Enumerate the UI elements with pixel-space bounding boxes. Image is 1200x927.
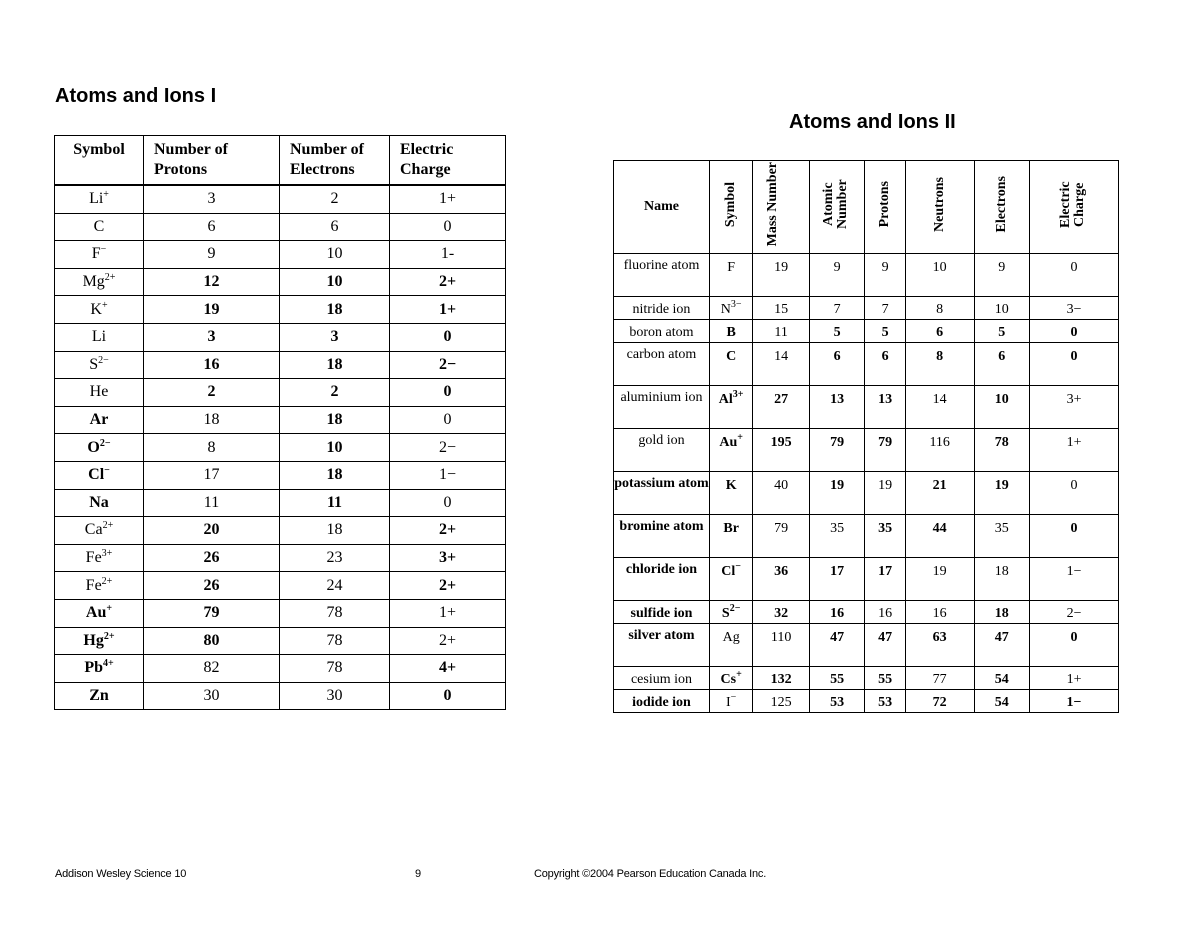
protons-cell: 8 bbox=[144, 434, 280, 462]
header-protons: Protons bbox=[865, 161, 905, 254]
name-cell: potassium atom bbox=[614, 472, 710, 515]
neutrons-cell: 10 bbox=[905, 254, 974, 297]
electrons-cell: 78 bbox=[974, 429, 1030, 472]
electrons-cell: 18 bbox=[280, 406, 390, 434]
electrons-cell: 6 bbox=[280, 213, 390, 241]
mass-cell: 19 bbox=[753, 254, 810, 297]
protons-cell: 3 bbox=[144, 323, 280, 351]
charge-cell: 0 bbox=[390, 406, 506, 434]
charge-cell: 0 bbox=[1030, 254, 1119, 297]
table-row bbox=[55, 185, 506, 213]
table-row bbox=[614, 558, 1119, 601]
mass-cell: 110 bbox=[753, 624, 810, 667]
charge-cell: 0 bbox=[390, 379, 506, 407]
name-cell: aluminium ion bbox=[614, 386, 710, 429]
mass-cell: 15 bbox=[753, 297, 810, 320]
name-cell: nitride ion bbox=[614, 297, 710, 320]
table-row bbox=[55, 599, 506, 627]
name-cell: boron atom bbox=[614, 320, 710, 343]
charge-cell: 1+ bbox=[390, 599, 506, 627]
electrons-cell: 54 bbox=[974, 667, 1030, 690]
protons-cell: 9 bbox=[865, 254, 905, 297]
protons-cell: 6 bbox=[865, 343, 905, 386]
header-symbol: Symbol bbox=[55, 136, 144, 186]
symbol-cell: K+ bbox=[55, 296, 144, 324]
header-name: Name bbox=[614, 161, 710, 254]
atomic-cell: 6 bbox=[809, 343, 865, 386]
neutrons-cell: 6 bbox=[905, 320, 974, 343]
electrons-cell: 10 bbox=[280, 268, 390, 296]
atomic-cell: 79 bbox=[809, 429, 865, 472]
footer-copyright: Copyright ©2004 Pearson Education Canada Inc. bbox=[534, 868, 767, 880]
neutrons-cell: 21 bbox=[905, 472, 974, 515]
mass-cell: 11 bbox=[753, 320, 810, 343]
symbol-cell: C bbox=[709, 343, 752, 386]
name-cell: iodide ion bbox=[614, 690, 710, 713]
electrons-cell: 18 bbox=[280, 517, 390, 545]
charge-cell: 1+ bbox=[390, 185, 506, 213]
name-cell: silver atom bbox=[614, 624, 710, 667]
protons-cell: 3 bbox=[144, 185, 280, 213]
electrons-cell: 23 bbox=[280, 544, 390, 572]
table-row bbox=[614, 343, 1119, 386]
atoms-ions-table-2 bbox=[613, 160, 1119, 713]
electrons-cell: 54 bbox=[974, 690, 1030, 713]
neutrons-cell: 116 bbox=[905, 429, 974, 472]
header-electric-charge: Electric Charge bbox=[1030, 161, 1119, 254]
electrons-cell: 11 bbox=[280, 489, 390, 517]
table-row bbox=[55, 296, 506, 324]
protons-cell: 11 bbox=[144, 489, 280, 517]
charge-cell: 3+ bbox=[390, 544, 506, 572]
protons-cell: 80 bbox=[144, 627, 280, 655]
protons-cell: 20 bbox=[144, 517, 280, 545]
charge-cell: 1− bbox=[1030, 690, 1119, 713]
symbol-cell: Au+ bbox=[709, 429, 752, 472]
table-row bbox=[55, 627, 506, 655]
neutrons-cell: 77 bbox=[905, 667, 974, 690]
charge-cell: 0 bbox=[390, 489, 506, 517]
electrons-cell: 10 bbox=[974, 386, 1030, 429]
table-row bbox=[614, 624, 1119, 667]
electrons-cell: 18 bbox=[280, 351, 390, 379]
symbol-cell: Au+ bbox=[55, 599, 144, 627]
protons-cell: 17 bbox=[144, 461, 280, 489]
electrons-cell: 2 bbox=[280, 185, 390, 213]
table-row bbox=[614, 690, 1119, 713]
charge-cell: 0 bbox=[390, 213, 506, 241]
symbol-cell: $N^{3-}$ bbox=[709, 297, 752, 320]
electrons-cell: 19 bbox=[974, 472, 1030, 515]
electrons-cell: 18 bbox=[280, 296, 390, 324]
table-row bbox=[55, 268, 506, 296]
table-row bbox=[614, 667, 1119, 690]
symbol-cell: Br bbox=[709, 515, 752, 558]
protons-cell: 19 bbox=[865, 472, 905, 515]
table-row bbox=[55, 241, 506, 269]
neutrons-cell: 8 bbox=[905, 343, 974, 386]
electrons-cell: 78 bbox=[280, 655, 390, 683]
symbol-cell: Ag bbox=[709, 624, 752, 667]
charge-cell: 2+ bbox=[390, 517, 506, 545]
table-row bbox=[55, 351, 506, 379]
name-cell: fluorine atom bbox=[614, 254, 710, 297]
table2-title: Atoms and Ions II bbox=[789, 111, 956, 133]
footer-publisher: Addison Wesley Science 10 bbox=[55, 868, 187, 880]
symbol-cell: $Hg^{2+}$ bbox=[55, 627, 144, 655]
table-row bbox=[55, 323, 506, 351]
symbol-cell: $Fe^{2+}$ bbox=[55, 572, 144, 600]
mass-cell: 125 bbox=[753, 690, 810, 713]
table-row bbox=[55, 489, 506, 517]
table-row bbox=[55, 213, 506, 241]
table-row bbox=[55, 655, 506, 683]
table-row bbox=[55, 434, 506, 462]
symbol-cell: $Fe^{3+}$ bbox=[55, 544, 144, 572]
symbol-cell: F− bbox=[55, 241, 144, 269]
protons-cell: 82 bbox=[144, 655, 280, 683]
symbol-cell: Zn bbox=[55, 682, 144, 710]
table-row bbox=[614, 297, 1119, 320]
header-protons: Number of Protons bbox=[144, 136, 280, 186]
symbol-cell: $O^{2-}$ bbox=[55, 434, 144, 462]
protons-cell: 13 bbox=[865, 386, 905, 429]
electrons-cell: 3 bbox=[280, 323, 390, 351]
electrons-cell: 78 bbox=[280, 627, 390, 655]
atomic-cell: 55 bbox=[809, 667, 865, 690]
electrons-cell: 30 bbox=[280, 682, 390, 710]
protons-cell: 2 bbox=[144, 379, 280, 407]
atomic-cell: 13 bbox=[809, 386, 865, 429]
charge-cell: 1+ bbox=[1030, 429, 1119, 472]
name-cell: bromine atom bbox=[614, 515, 710, 558]
table-row bbox=[55, 544, 506, 572]
protons-cell: 55 bbox=[865, 667, 905, 690]
symbol-cell: $Ca^{2+}$ bbox=[55, 517, 144, 545]
charge-cell: 2+ bbox=[390, 627, 506, 655]
mass-cell: 27 bbox=[753, 386, 810, 429]
table-row bbox=[55, 406, 506, 434]
neutrons-cell: 63 bbox=[905, 624, 974, 667]
protons-cell: 17 bbox=[865, 558, 905, 601]
atomic-cell: 5 bbox=[809, 320, 865, 343]
protons-cell: 16 bbox=[144, 351, 280, 379]
name-cell: sulfide ion bbox=[614, 601, 710, 624]
charge-cell: 2− bbox=[390, 434, 506, 462]
symbol-cell: Cl− bbox=[55, 461, 144, 489]
symbol-cell: $Pb^{4+}$ bbox=[55, 655, 144, 683]
charge-cell: 0 bbox=[1030, 472, 1119, 515]
protons-cell: 47 bbox=[865, 624, 905, 667]
header-electrons: Electrons bbox=[974, 161, 1030, 254]
symbol-cell: $S^{2-}$ bbox=[709, 601, 752, 624]
charge-cell: 1+ bbox=[1030, 667, 1119, 690]
charge-cell: 2+ bbox=[390, 268, 506, 296]
symbol-cell: F bbox=[709, 254, 752, 297]
neutrons-cell: 19 bbox=[905, 558, 974, 601]
table-row bbox=[614, 254, 1119, 297]
mass-cell: 79 bbox=[753, 515, 810, 558]
table-row bbox=[55, 379, 506, 407]
electrons-cell: 35 bbox=[974, 515, 1030, 558]
symbol-cell: Li bbox=[55, 323, 144, 351]
electrons-cell: 6 bbox=[974, 343, 1030, 386]
charge-cell: 2− bbox=[1030, 601, 1119, 624]
table-row bbox=[614, 386, 1119, 429]
footer-page-number: 9 bbox=[415, 868, 421, 880]
header-charge: Electric Charge bbox=[390, 136, 506, 186]
header-electrons: Number of Electrons bbox=[280, 136, 390, 186]
table-row bbox=[55, 682, 506, 710]
atomic-cell: 35 bbox=[809, 515, 865, 558]
header-neutrons: Neutrons bbox=[905, 161, 974, 254]
electrons-cell: 2 bbox=[280, 379, 390, 407]
charge-cell: 1− bbox=[390, 461, 506, 489]
charge-cell: 3+ bbox=[1030, 386, 1119, 429]
atomic-cell: 9 bbox=[809, 254, 865, 297]
symbol-cell: Li+ bbox=[55, 185, 144, 213]
charge-cell: 1- bbox=[390, 241, 506, 269]
name-cell: gold ion bbox=[614, 429, 710, 472]
atomic-cell: 19 bbox=[809, 472, 865, 515]
mass-cell: 32 bbox=[753, 601, 810, 624]
symbol-cell: I− bbox=[709, 690, 752, 713]
protons-cell: 7 bbox=[865, 297, 905, 320]
atomic-cell: 16 bbox=[809, 601, 865, 624]
protons-cell: 16 bbox=[865, 601, 905, 624]
neutrons-cell: 16 bbox=[905, 601, 974, 624]
charge-cell: 0 bbox=[1030, 624, 1119, 667]
table-row bbox=[614, 515, 1119, 558]
protons-cell: 19 bbox=[144, 296, 280, 324]
protons-cell: 26 bbox=[144, 544, 280, 572]
mass-cell: 195 bbox=[753, 429, 810, 472]
protons-cell: 5 bbox=[865, 320, 905, 343]
table-row bbox=[614, 320, 1119, 343]
charge-cell: 0 bbox=[1030, 515, 1119, 558]
table2-header-row bbox=[614, 161, 1119, 254]
name-cell: carbon atom bbox=[614, 343, 710, 386]
table-row bbox=[55, 517, 506, 545]
charge-cell: 4+ bbox=[390, 655, 506, 683]
electrons-cell: 78 bbox=[280, 599, 390, 627]
table-row bbox=[614, 601, 1119, 624]
charge-cell: 1− bbox=[1030, 558, 1119, 601]
name-cell: cesium ion bbox=[614, 667, 710, 690]
symbol-cell: K bbox=[709, 472, 752, 515]
header-atomic-number: Atomic Number bbox=[809, 161, 865, 254]
electrons-cell: 47 bbox=[974, 624, 1030, 667]
electrons-cell: 9 bbox=[974, 254, 1030, 297]
table1-title: Atoms and Ions I bbox=[55, 85, 217, 107]
protons-cell: 9 bbox=[144, 241, 280, 269]
electrons-cell: 10 bbox=[280, 434, 390, 462]
mass-cell: 40 bbox=[753, 472, 810, 515]
charge-cell: 2− bbox=[390, 351, 506, 379]
protons-cell: 35 bbox=[865, 515, 905, 558]
electrons-cell: 24 bbox=[280, 572, 390, 600]
symbol-cell: $Al^{3+}$ bbox=[709, 386, 752, 429]
atomic-cell: 53 bbox=[809, 690, 865, 713]
protons-cell: 26 bbox=[144, 572, 280, 600]
protons-cell: 79 bbox=[144, 599, 280, 627]
electrons-cell: 18 bbox=[280, 461, 390, 489]
electrons-cell: 18 bbox=[974, 558, 1030, 601]
table1-header-row bbox=[55, 136, 506, 186]
name-cell: chloride ion bbox=[614, 558, 710, 601]
neutrons-cell: 8 bbox=[905, 297, 974, 320]
symbol-cell: Cl− bbox=[709, 558, 752, 601]
charge-cell: 0 bbox=[390, 682, 506, 710]
protons-cell: 6 bbox=[144, 213, 280, 241]
symbol-cell: B bbox=[709, 320, 752, 343]
protons-cell: 18 bbox=[144, 406, 280, 434]
table-row bbox=[614, 472, 1119, 515]
protons-cell: 79 bbox=[865, 429, 905, 472]
header-symbol: Symbol bbox=[709, 161, 752, 254]
charge-cell: 1+ bbox=[390, 296, 506, 324]
atoms-ions-table-1 bbox=[54, 135, 506, 710]
charge-cell: 0 bbox=[1030, 343, 1119, 386]
symbol-cell: C bbox=[55, 213, 144, 241]
atomic-cell: 17 bbox=[809, 558, 865, 601]
charge-cell: 2+ bbox=[390, 572, 506, 600]
charge-cell: 3− bbox=[1030, 297, 1119, 320]
electrons-cell: 18 bbox=[974, 601, 1030, 624]
symbol-cell: $Mg^{2+}$ bbox=[55, 268, 144, 296]
table-row bbox=[614, 429, 1119, 472]
symbol-cell: Cs+ bbox=[709, 667, 752, 690]
symbol-cell: Na bbox=[55, 489, 144, 517]
mass-cell: 36 bbox=[753, 558, 810, 601]
symbol-cell: Ar bbox=[55, 406, 144, 434]
electrons-cell: 5 bbox=[974, 320, 1030, 343]
symbol-cell: He bbox=[55, 379, 144, 407]
charge-cell: 0 bbox=[390, 323, 506, 351]
mass-cell: 132 bbox=[753, 667, 810, 690]
charge-cell: 0 bbox=[1030, 320, 1119, 343]
protons-cell: 30 bbox=[144, 682, 280, 710]
symbol-cell: $S^{2-}$ bbox=[55, 351, 144, 379]
mass-cell: 14 bbox=[753, 343, 810, 386]
protons-cell: 53 bbox=[865, 690, 905, 713]
header-mass-number: Mass Number bbox=[753, 161, 810, 254]
table-row bbox=[55, 572, 506, 600]
protons-cell: 12 bbox=[144, 268, 280, 296]
neutrons-cell: 14 bbox=[905, 386, 974, 429]
electrons-cell: 10 bbox=[974, 297, 1030, 320]
atomic-cell: 7 bbox=[809, 297, 865, 320]
electrons-cell: 10 bbox=[280, 241, 390, 269]
neutrons-cell: 72 bbox=[905, 690, 974, 713]
neutrons-cell: 44 bbox=[905, 515, 974, 558]
table-row bbox=[55, 461, 506, 489]
atomic-cell: 47 bbox=[809, 624, 865, 667]
